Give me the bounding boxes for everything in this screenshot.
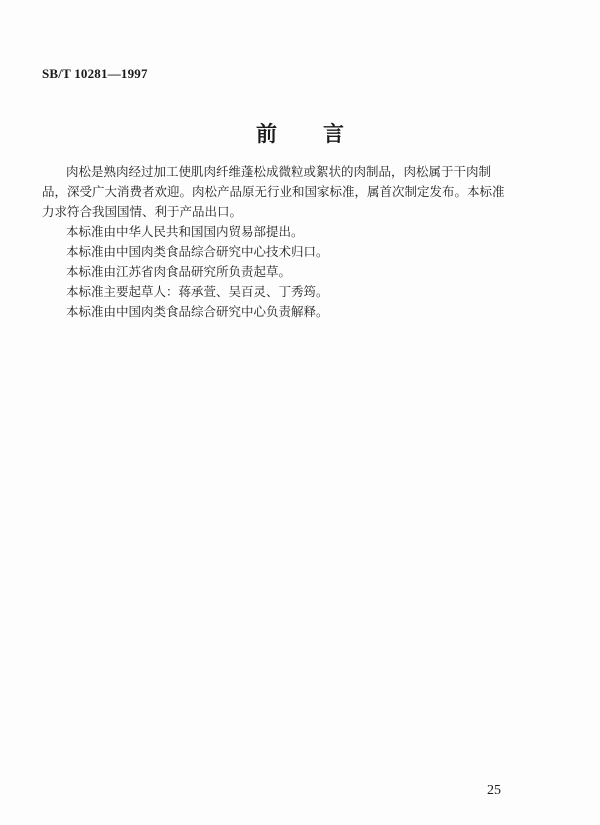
paragraph-interpretation: 本标准由中国肉类食品综合研究中心负责解释。 (66, 304, 329, 319)
paragraph-administrator: 本标准由中国肉类食品综合研究中心技术归口。 (66, 244, 329, 259)
page-number: 25 (487, 783, 501, 798)
page-title: 前言 (256, 121, 390, 146)
paragraph-drafters: 本标准主要起草人：蒋承萱、吴百灵、丁秀筠。 (66, 284, 329, 299)
standard-code: SB/T 10281—1997 (42, 66, 148, 81)
paragraph-intro: 肉松是熟肉经过加工使肌肉纤维蓬松成微粒或絮状的肉制品，肉松属于干肉制品，深受广大消费者欢迎。肉松产品原无行业和国家标准，属首次制定发布。本标准力求符合我国国情、利于产品出口。 (42, 164, 505, 219)
paragraph-proposer: 本标准由中华人民共和国国内贸易部提出。 (66, 224, 304, 239)
paragraph-drafting-unit: 本标准由江苏省肉食品研究所负责起草。 (66, 264, 292, 279)
foreword-body (42, 162, 512, 322)
